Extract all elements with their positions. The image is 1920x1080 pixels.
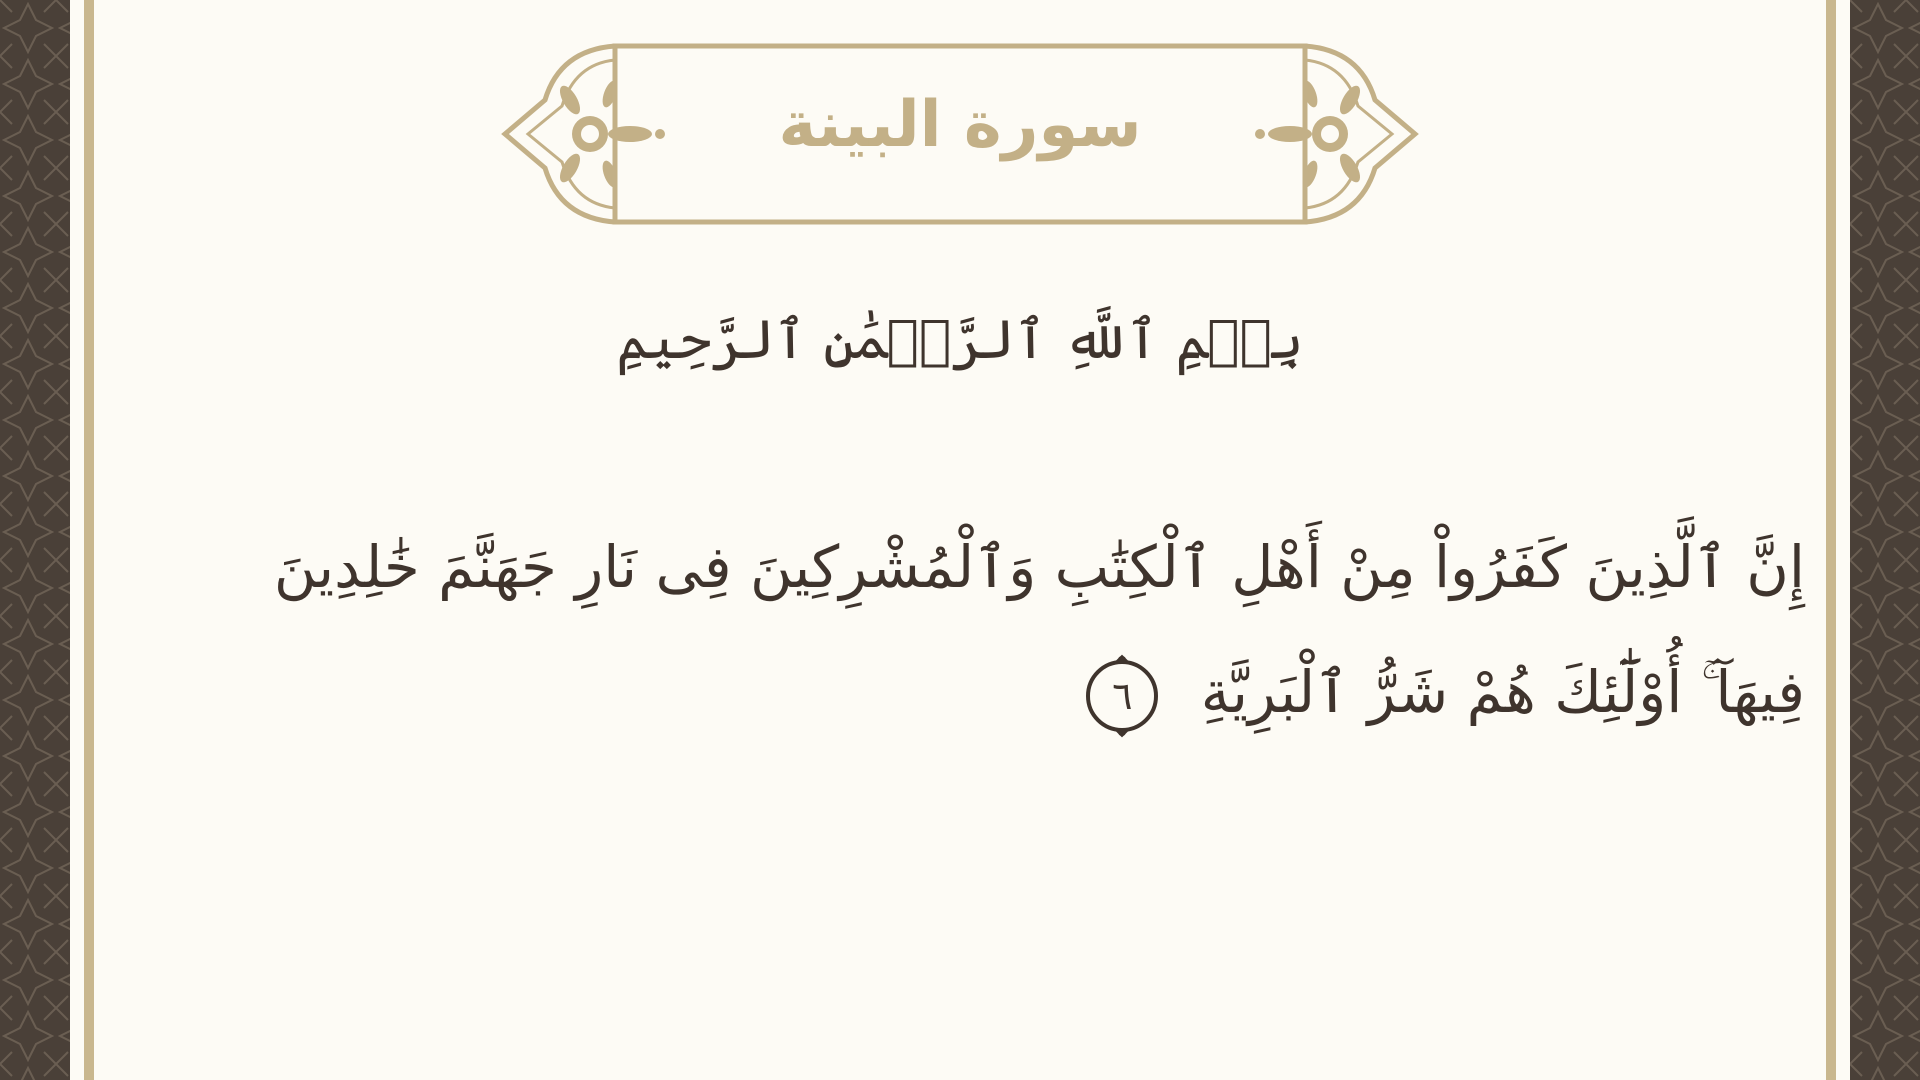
right-gold-rule <box>1826 0 1836 1080</box>
surah-title: سورة البينة <box>778 88 1142 162</box>
right-ornamental-border <box>1850 0 1920 1080</box>
basmala: بِسۡمِ ٱللَّهِ ٱلرَّحۡمَٰنِ ٱلرَّحِيمِ <box>616 308 1304 371</box>
ayah-number: ٦ <box>1112 673 1133 718</box>
verse-text: إِنَّ ٱلَّذِينَ كَفَرُواْ مِنْ أَهْلِ ٱلْكِتَٰبِ وَٱلْمُشْرِكِينَ فِى نَارِ جَهَنَّمَ خَٰلِدِينَ فِيهَآ ۚ أُوْلَٰٓئِكَ هُمْ شَرُّ ٱلْبَرِيَّةِ <box>273 533 1805 726</box>
left-gold-rule <box>84 0 94 1080</box>
verse-text-block <box>230 505 1805 755</box>
ayah-number-marker <box>1080 654 1164 738</box>
left-ornamental-border <box>0 0 70 1080</box>
surah-title-cartouche <box>500 40 1420 230</box>
